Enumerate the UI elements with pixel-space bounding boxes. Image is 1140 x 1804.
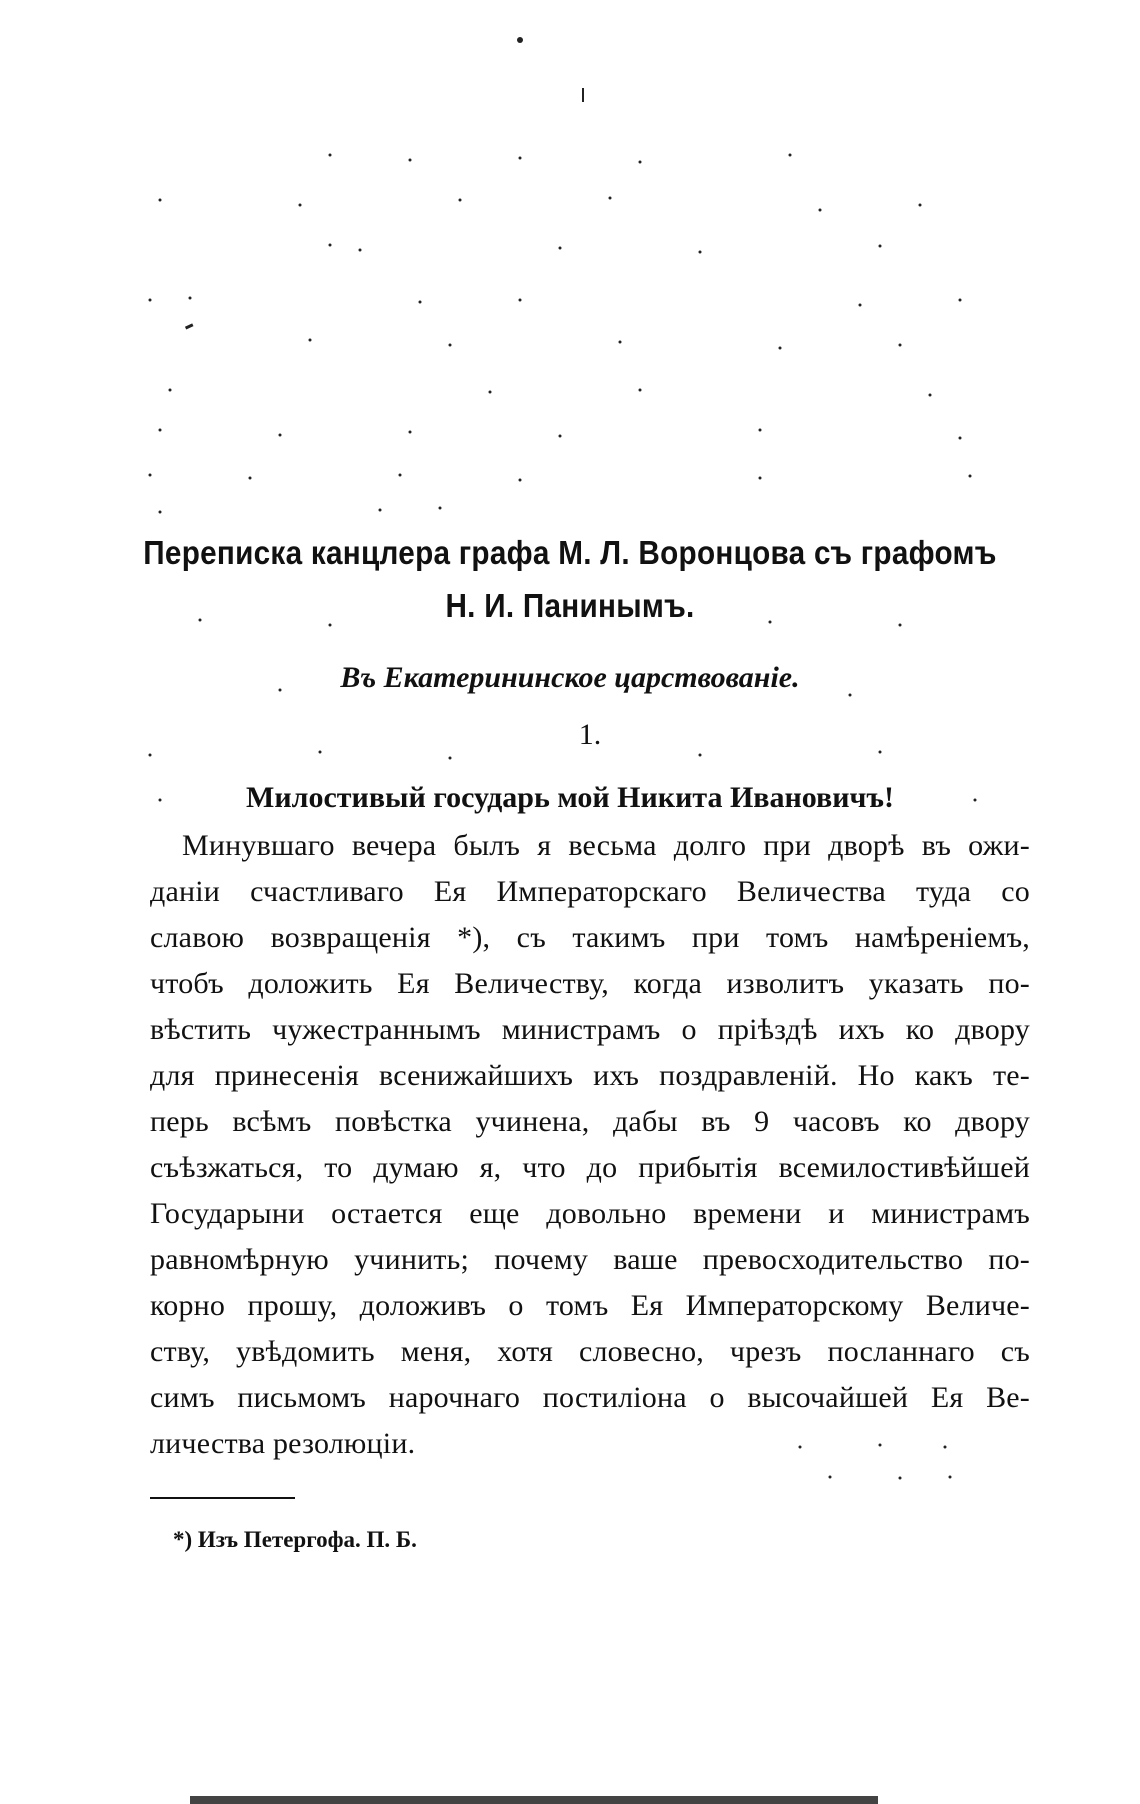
document-title-line-2: Н. И. Панинымъ.: [445, 587, 695, 624]
letter-body-line: симъ письмомъ нарочнаго постиліона о высочайшей Ея Ве-: [150, 1381, 1030, 1414]
letter-body-line: Государыни остается еще довольно времени и министрамъ: [150, 1197, 1030, 1230]
letter-body-line: равномѣрную учинить; почему ваше превосходительство по-: [150, 1243, 1030, 1276]
document-title-line-1: Переписка канцлера графа М. Л. Воронцова съ графомъ: [143, 534, 997, 571]
letter-body-line: вѣстить чужестраннымъ министрамъ о пріѣздѣ ихъ ко двору: [150, 1013, 1030, 1046]
letter-body-line: чтобъ доложить Ея Величеству, когда изволитъ указать по-: [150, 967, 1030, 1000]
footnote-divider: [150, 1497, 295, 1499]
scan-bottom-edge: [190, 1796, 1050, 1804]
letter-body-line: славою возвращенія *), съ такимъ при томъ намѣреніемъ,: [150, 921, 1030, 954]
footnote: *) Изъ Петергофа. П. Б.: [173, 1527, 417, 1552]
letter-body-line: Минувшаго вечера былъ я весьма долго при дворѣ въ ожи-: [182, 829, 1030, 862]
letter-body-line: даніи счастливаго Ея Императорскаго Величества туда со: [150, 875, 1030, 908]
section-number: 1.: [578, 718, 602, 751]
letter-body-line: личества резолюціи.: [150, 1427, 416, 1460]
letter-body-line: ству, увѣдомить меня, хотя словесно, чрезъ посланнаго съ: [150, 1335, 1030, 1368]
letter-body-line: перь всѣмъ повѣстка учинена, дабы въ 9 часовъ ко двору: [150, 1105, 1030, 1138]
letter-body-line: корно прошу, доложивъ о томъ Ея Императорскому Величе-: [150, 1289, 1030, 1322]
letter-body-line: для принесенія всенижайшихъ ихъ поздравленій. Но какъ те-: [150, 1059, 1030, 1092]
letter-salutation: Милостивый государь мой Никита Ивановичъ!: [246, 781, 894, 814]
document-subtitle: Въ Екатерининское царствованіе.: [340, 661, 800, 694]
letter-body-line: съѣзжаться, то думаю я, что до прибытія всемилостивѣйшей: [150, 1151, 1030, 1184]
